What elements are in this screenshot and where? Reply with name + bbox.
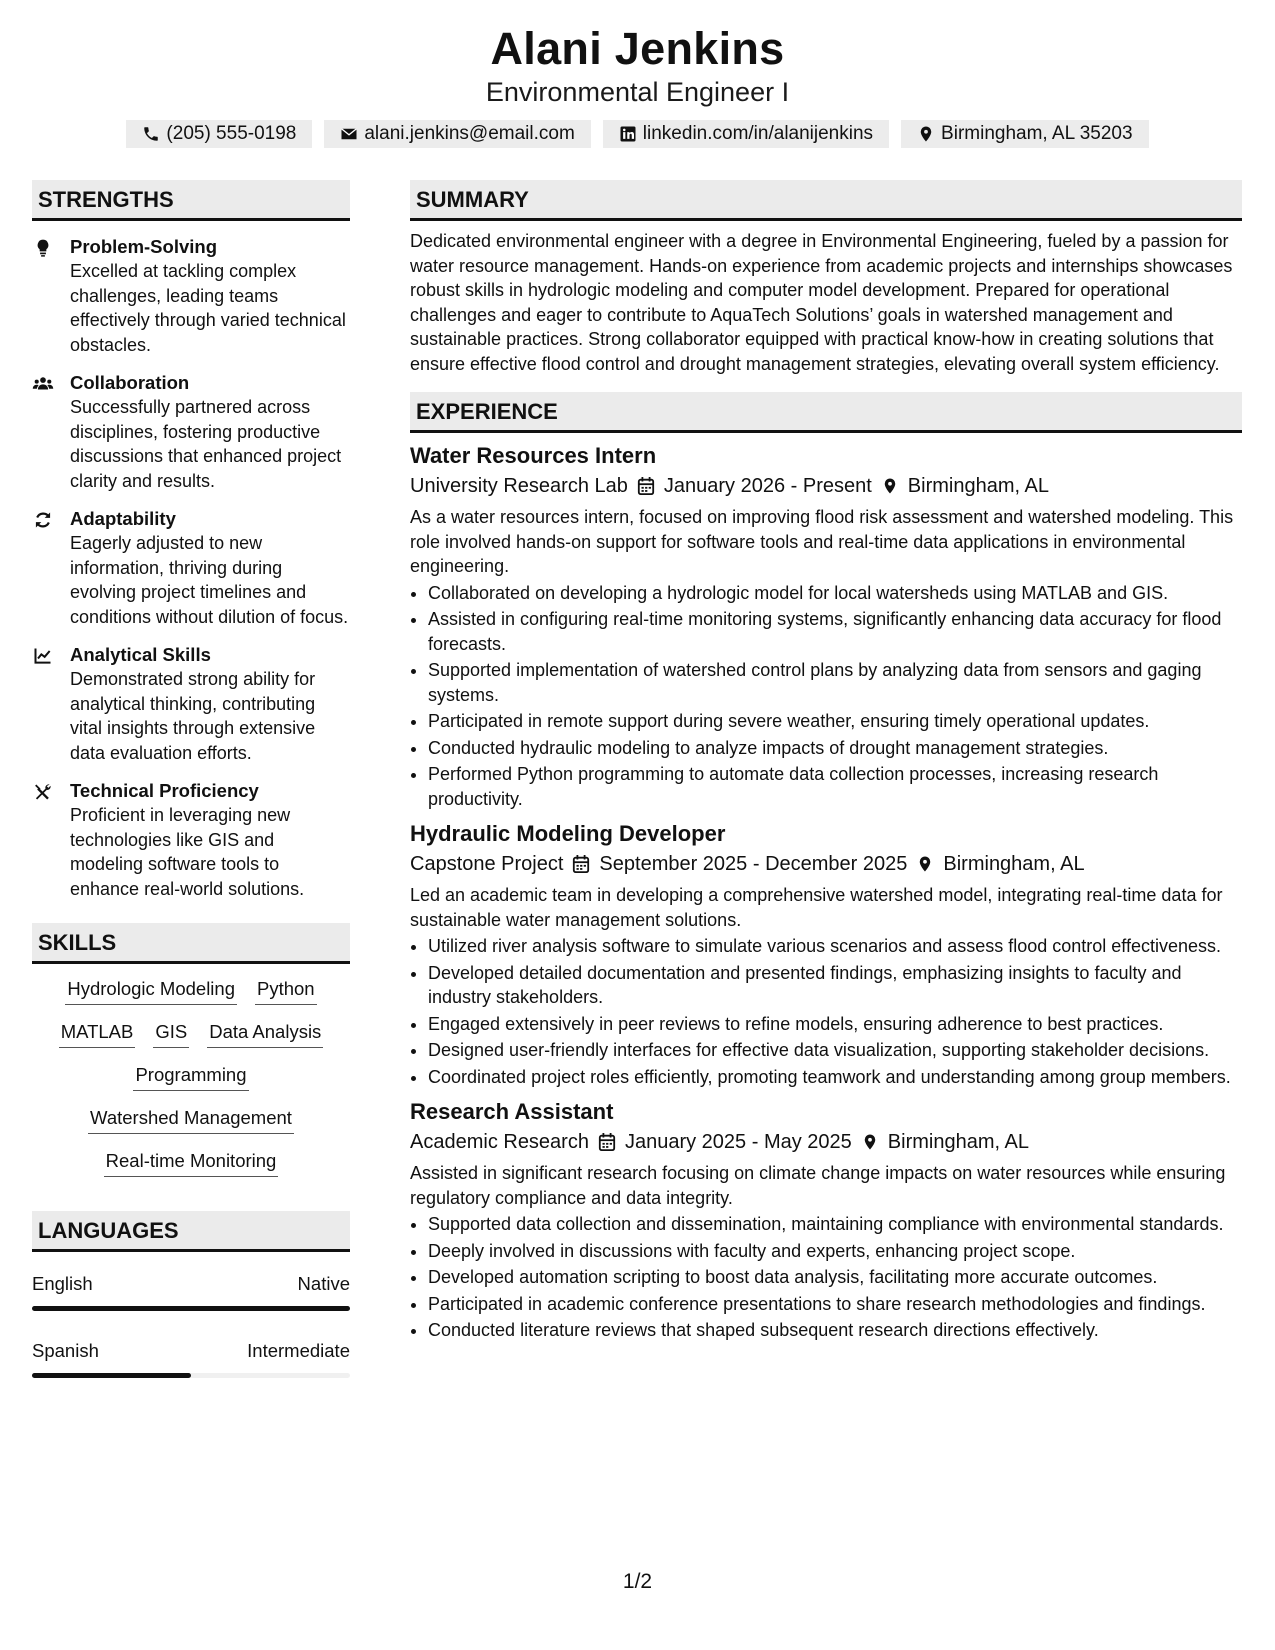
right-column	[410, 180, 1242, 1345]
language-name: English	[32, 1273, 93, 1294]
location-pin-icon	[881, 476, 899, 496]
job-description: Led an academic team in developing a comprehensive watershed model, integrating real-time data for sustainable water management solutions.	[410, 885, 1223, 930]
job-meta	[410, 849, 1242, 879]
skill-tag: GIS	[153, 1021, 189, 1048]
language-proficiency-bar	[32, 1306, 350, 1311]
strength-title: Adaptability	[70, 508, 176, 529]
contact-bar	[0, 120, 1275, 148]
strength-item	[32, 779, 350, 901]
job-bullet: • Conducted hydraulic modeling to analyze impacts of drought management strategies.	[428, 736, 1242, 761]
strength-item	[32, 643, 350, 765]
summary-text: Dedicated environmental engineer with a degree in Environmental Engineering, fueled by a passion for water resource management. Hands-on experience from academic projects and internships showcases robust skills in hydrologic modeling and computer model development. Prepared for operational challenges and eager to contribute to AquaTech Solutions’ goals in watershed management and sustainable practices. Strong collaborator equipped with practical know-how in creating solutions that ensure effective flood control and drought management strategies, elevating overall system efficiency.	[410, 231, 1233, 374]
job-org: Academic Research	[410, 1131, 589, 1153]
job-title: Hydraulic Modeling Developer	[410, 821, 726, 846]
contact-linkedin-text: linkedin.com/in/alanijenkins	[642, 123, 874, 144]
page-number: 1/2	[622, 1570, 653, 1593]
language-item	[32, 1339, 350, 1378]
job-bullet: • Conducted literature reviews that shaped subsequent research directions effectively.	[428, 1318, 1242, 1343]
strength-desc: Proficient in leveraging new technologies like GIS and modeling software tools to enhance real-world solutions.	[70, 805, 305, 899]
skills-list	[32, 978, 350, 1177]
job-bullet: • Developed detailed documentation and presented findings, emphasizing insights to faculty and industry stakeholders.	[428, 961, 1242, 1010]
tools-icon	[32, 782, 54, 802]
language-name: Spanish	[32, 1340, 99, 1361]
job-entry	[410, 1097, 1242, 1343]
calendar-icon	[572, 854, 590, 874]
job-bullets	[410, 934, 1242, 1089]
strength-title: Collaboration	[70, 372, 190, 393]
job-title: Water Resources Intern	[410, 443, 657, 468]
language-proficiency-fill	[32, 1373, 191, 1378]
job-description: As a water resources intern, focused on improving flood risk assessment and watershed modeling. This role involved hands-on support for software tools and real-time data applications in environmental engineering.	[410, 507, 1234, 576]
skill-tag: Python	[255, 978, 317, 1005]
job-dates: September 2025 - December 2025	[599, 853, 908, 875]
job-dates: January 2026 - Present	[663, 475, 872, 497]
phone-icon	[142, 125, 160, 143]
experience-heading: EXPERIENCE	[410, 392, 1242, 433]
job-title: Research Assistant	[410, 1099, 614, 1124]
strengths-heading: STRENGTHS	[32, 180, 350, 221]
job-description: Assisted in significant research focusing on climate change impacts on water resources while ensuring regulatory compliance and data integrity.	[410, 1163, 1226, 1208]
calendar-icon	[598, 1132, 616, 1152]
job-bullet: • Designed user-friendly interfaces for effective data visualization, supporting stakeholder decisions.	[428, 1038, 1242, 1063]
job-bullet: • Performed Python programming to automate data collection processes, increasing research productivity.	[428, 762, 1242, 811]
contact-location	[901, 120, 1149, 148]
strength-item	[32, 371, 350, 493]
location-pin-icon	[861, 1132, 879, 1152]
job-bullets	[410, 581, 1242, 812]
contact-email[interactable]	[324, 120, 590, 148]
skill-tag: MATLAB	[59, 1021, 136, 1048]
contact-linkedin[interactable]	[603, 120, 889, 148]
strength-desc: Demonstrated strong ability for analytical thinking, contributing vital insights through extensive data evaluation efforts.	[70, 669, 316, 763]
resume-header	[0, 0, 1275, 148]
job-bullet: • Supported data collection and dissemination, maintaining compliance with environmental standards.	[428, 1212, 1242, 1237]
skills-heading: SKILLS	[32, 923, 350, 964]
job-bullet: • Collaborated on developing a hydrologic model for local watersheds using MATLAB and GIS.	[428, 581, 1242, 606]
calendar-icon	[637, 476, 655, 496]
job-bullet: • Coordinated project roles efficiently, promoting teamwork and understanding among group members.	[428, 1065, 1242, 1090]
strength-title: Analytical Skills	[70, 644, 211, 665]
job-dates: January 2025 - May 2025	[624, 1131, 852, 1153]
job-location: Birmingham, AL	[887, 1131, 1029, 1153]
job-meta	[410, 471, 1242, 501]
job-bullet: • Participated in remote support during severe weather, ensuring timely operational updates.	[428, 709, 1242, 734]
language-proficiency-fill	[32, 1306, 350, 1311]
contact-phone-text: (205) 555-0198	[166, 123, 297, 144]
skill-tag: Real-time Monitoring	[104, 1150, 279, 1177]
contact-phone[interactable]	[126, 120, 312, 148]
job-bullet: • Engaged extensively in peer reviews to refine models, ensuring adherence to best practices.	[428, 1012, 1242, 1037]
envelope-icon	[340, 125, 358, 143]
lightbulb-icon	[32, 238, 54, 258]
location-pin-icon	[916, 854, 934, 874]
skill-tag: Programming	[133, 1064, 248, 1091]
strength-item	[32, 507, 350, 629]
strength-title: Problem-Solving	[70, 236, 217, 257]
contact-email-text: alani.jenkins@email.com	[364, 123, 575, 144]
skill-tag: Data Analysis	[207, 1021, 323, 1048]
languages-heading: LANGUAGES	[32, 1211, 350, 1252]
job-entry	[410, 819, 1242, 1089]
users-icon	[32, 374, 54, 394]
chart-line-icon	[32, 646, 54, 666]
skill-tag: Hydrologic Modeling	[65, 978, 237, 1005]
left-column	[32, 180, 350, 1378]
strength-item	[32, 235, 350, 357]
summary-heading: SUMMARY	[410, 180, 1242, 221]
candidate-name: Alani Jenkins	[490, 23, 785, 74]
job-bullet: • Assisted in configuring real-time monitoring systems, significantly enhancing data accuracy for flood forecasts.	[428, 607, 1242, 656]
job-org: Capstone Project	[410, 853, 564, 875]
language-level: Intermediate	[247, 1340, 350, 1361]
strength-desc: Eagerly adjusted to new information, thriving during evolving project timelines and conditions without dilution of focus.	[70, 533, 349, 627]
job-bullet: • Developed automation scripting to boost data analysis, facilitating more accurate outcomes.	[428, 1265, 1242, 1290]
strength-title: Technical Proficiency	[70, 780, 259, 801]
job-bullet: • Utilized river analysis software to simulate various scenarios and assess flood control effectiveness.	[428, 934, 1242, 959]
contact-location-text: Birmingham, AL 35203	[941, 123, 1133, 144]
candidate-title: Environmental Engineer I	[485, 77, 790, 107]
job-location: Birmingham, AL	[943, 853, 1085, 875]
job-org: University Research Lab	[410, 475, 628, 497]
job-bullets	[410, 1212, 1242, 1343]
linkedin-icon	[619, 125, 637, 143]
language-item	[32, 1272, 350, 1311]
job-bullet: • Supported implementation of watershed control plans by analyzing data from sensors and gaging systems.	[428, 658, 1242, 707]
job-location: Birmingham, AL	[907, 475, 1049, 497]
language-level: Native	[297, 1273, 350, 1294]
job-entry	[410, 441, 1242, 811]
job-meta	[410, 1127, 1242, 1157]
sync-icon	[32, 510, 54, 530]
job-bullet: • Participated in academic conference presentations to share research methodologies and findings.	[428, 1292, 1242, 1317]
strength-desc: Successfully partnered across disciplines, fostering productive discussions that enhanced project clarity and results.	[70, 397, 342, 491]
job-bullet: • Deeply involved in discussions with faculty and experts, enhancing project scope.	[428, 1239, 1242, 1264]
language-proficiency-bar	[32, 1373, 350, 1378]
skill-tag: Watershed Management	[88, 1107, 294, 1134]
strength-desc: Excelled at tackling complex challenges, leading teams effectively through varied technical obstacles.	[70, 261, 346, 355]
location-pin-icon	[917, 125, 935, 143]
